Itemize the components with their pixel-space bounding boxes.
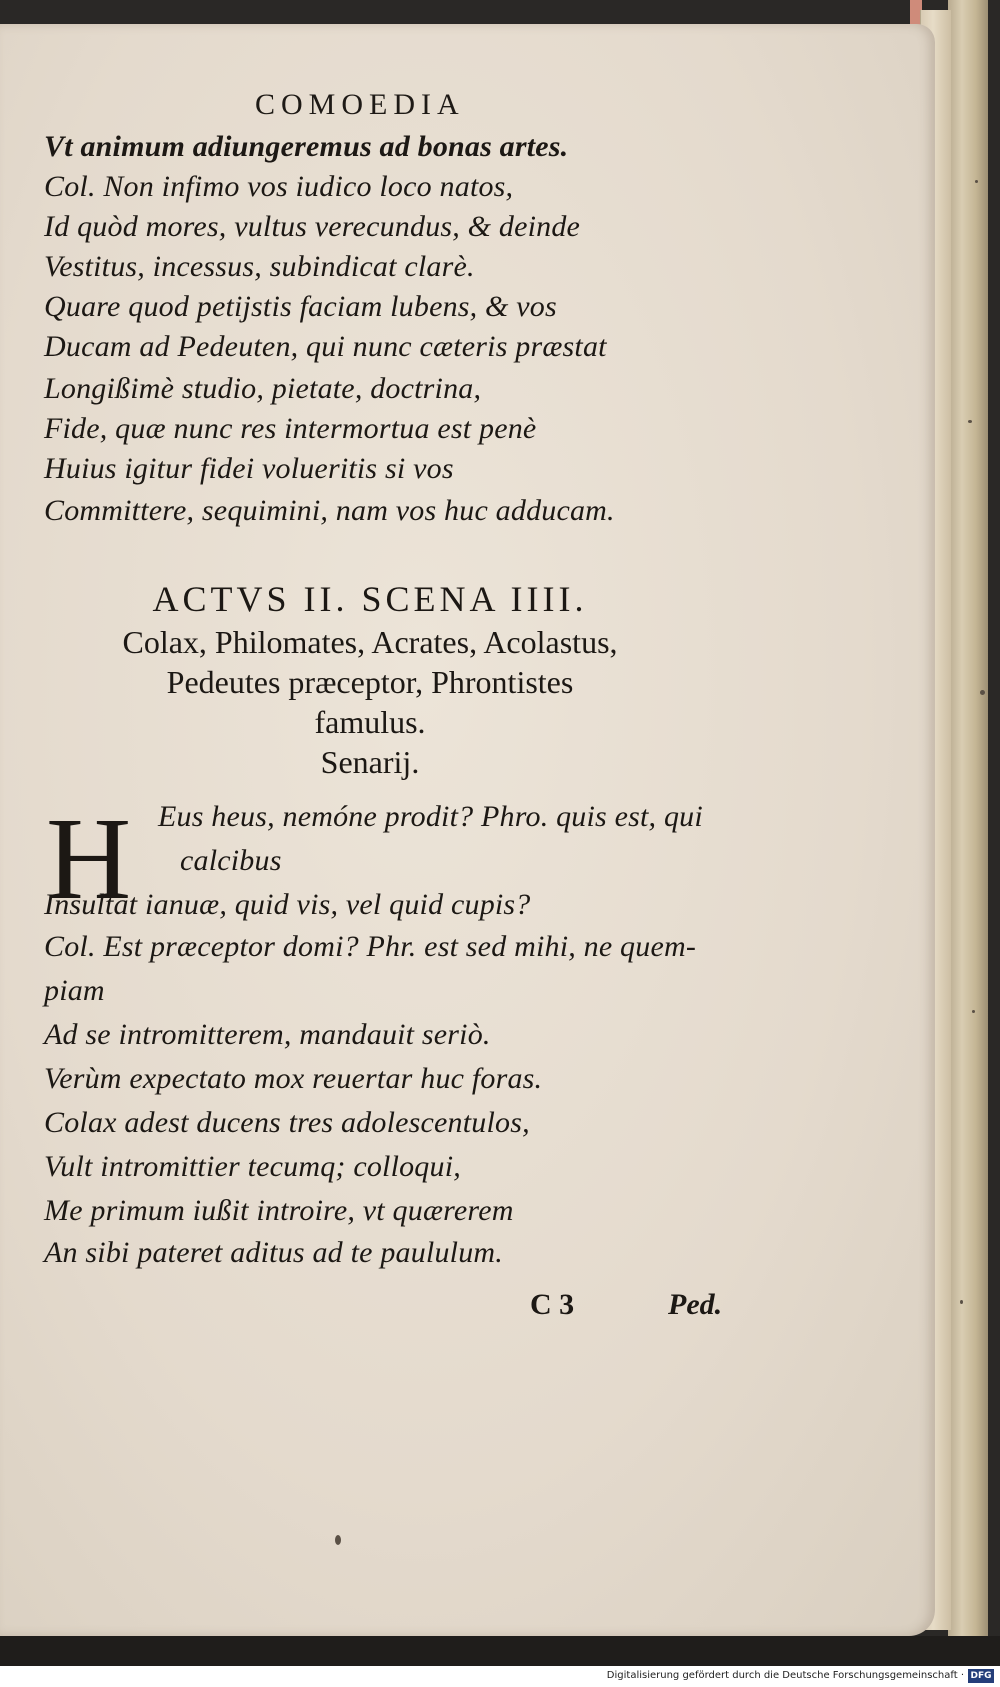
digitization-credit: Digitalisierung gefördert durch die Deutsche Forschungsgemeinschaft · xyxy=(606,1670,964,1681)
scene-heading: ACTVS II. SCENA IIII. xyxy=(152,579,588,619)
verse-line: Col. Non infimo vos iudico loco natos, xyxy=(44,170,514,203)
catchword: Ped. xyxy=(668,1288,723,1321)
cast-list-line: famulus. xyxy=(314,704,426,740)
verse-line: Quare quod petijstis faciam lubens, & vos xyxy=(44,290,557,323)
verse-line: Longißimè studio, pietate, doctrina, xyxy=(44,372,482,405)
verse-line: Insultat ianuæ, quid vis, vel quid cupis? xyxy=(44,888,531,921)
verse-line: Verùm expectato mox reuertar huc foras. xyxy=(44,1062,543,1095)
verse-line: Colax adest ducens tres adolescentulos, xyxy=(44,1106,530,1139)
paper-speck xyxy=(980,690,985,695)
cast-list-line: Pedeutes præceptor, Phrontistes xyxy=(166,664,574,700)
verse-line: Id quòd mores, vultus verecundus, & deinde xyxy=(44,210,581,243)
verse-line: Ducam ad Pedeuten, qui nunc cæteris præstat xyxy=(44,330,607,363)
verse-line: Committere, sequimini, nam vos huc adducam. xyxy=(44,494,615,527)
verse-line: Eus heus, nemóne prodit? Phro. quis est, qui xyxy=(158,800,703,833)
verse-line: Ad se intromitterem, mandauit seriò. xyxy=(44,1018,491,1051)
cast-list-line: Colax, Philomates, Acrates, Acolastus, xyxy=(122,624,618,660)
verse-line: piam xyxy=(44,974,105,1007)
verse-line: An sibi pateret aditus ad te paululum. xyxy=(44,1236,503,1269)
verse-line: Vt animum adiungeremus ad bonas artes. xyxy=(44,130,569,163)
verse-line: Huius igitur fidei volueritis si vos xyxy=(44,452,454,485)
verse-line: calcibus xyxy=(180,844,282,877)
signature-mark: C 3 xyxy=(530,1288,575,1321)
scan-background xyxy=(0,1636,1000,1666)
paper-speck xyxy=(972,1010,975,1013)
book-fore-edge xyxy=(948,0,988,1640)
paper-speck xyxy=(335,1535,341,1545)
running-head: COMOEDIA xyxy=(255,88,465,121)
verse-line: Col. Est præceptor domi? Phr. est sed mihi, ne quem- xyxy=(44,930,697,963)
paper-speck xyxy=(960,1300,963,1304)
verse-line: Fide, quæ nunc res intermortua est penè xyxy=(44,412,537,445)
verse-line: Vestitus, incessus, subindicat clarè. xyxy=(44,250,475,283)
drop-capital: H xyxy=(46,793,132,924)
dfg-logo: DFG xyxy=(968,1669,994,1683)
meter-label: Senarij. xyxy=(320,744,420,780)
paper-speck xyxy=(975,180,978,183)
paper-speck xyxy=(968,420,972,423)
verse-line: Vult intromittier tecumq; colloqui, xyxy=(44,1150,461,1183)
verse-line: Me primum iußit introire, vt quærerem xyxy=(44,1194,514,1227)
